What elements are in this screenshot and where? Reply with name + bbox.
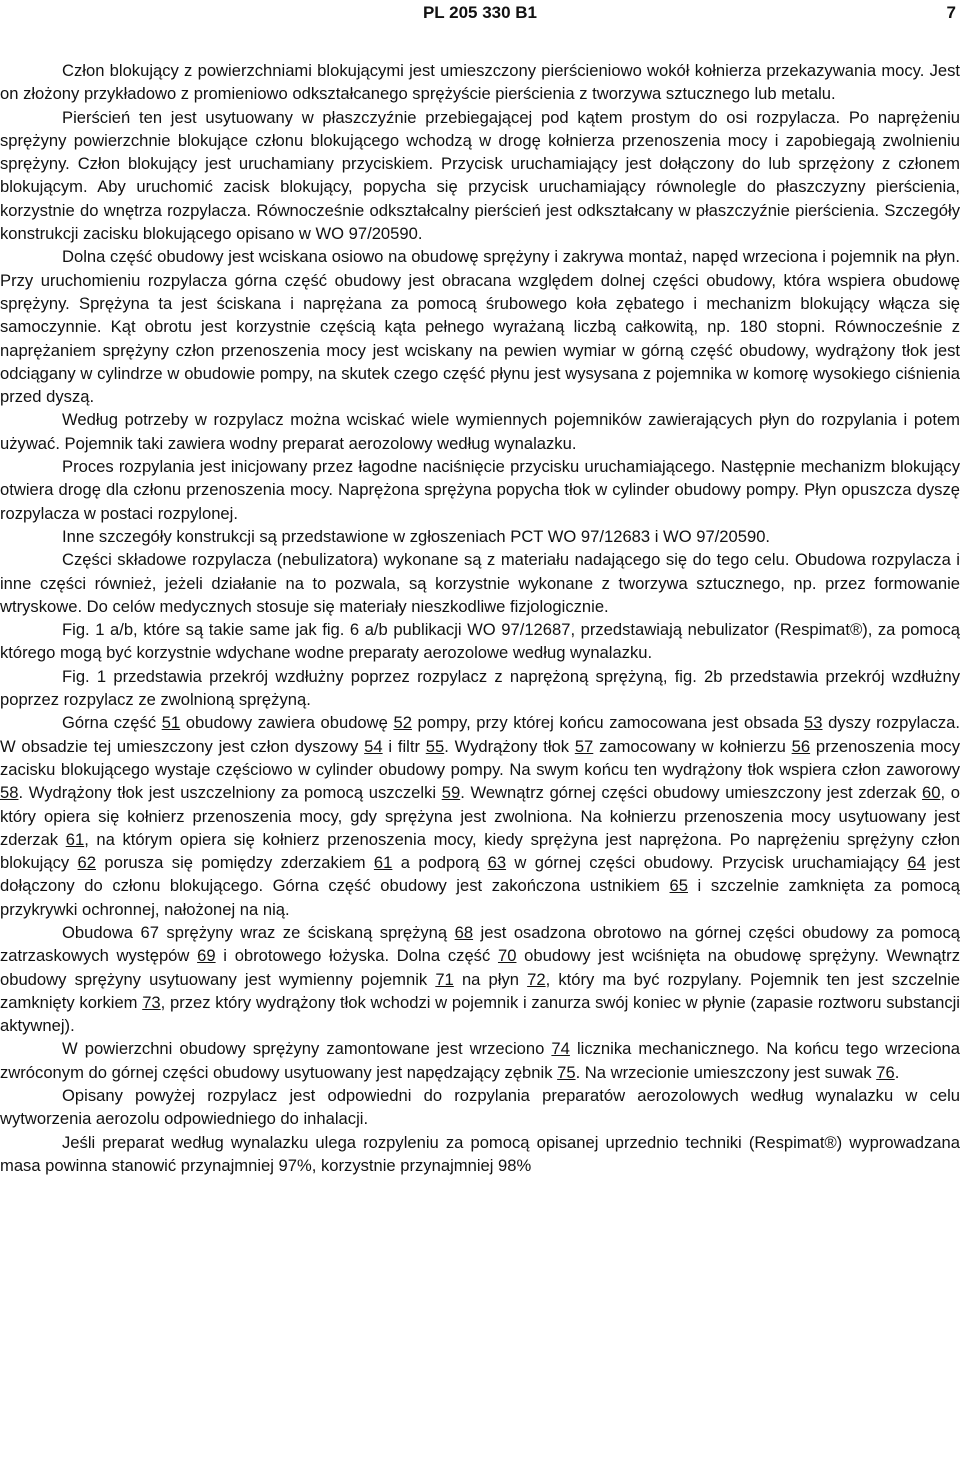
- text-run: Pierścień ten jest usytuowany w płaszczyźnie przebiegającej pod kątem prostym do osi rozpylacza. Po naprężeniu sprężyny powierzchnie blokujące członu blokującego wchodzą w drogę kołnierza przenoszenia mocy i zapobiegają zwolnieniu sprężyny. Człon blokujący jest uruchamiany przyciskiem. Przycisk uruchamiający jest dołączony do lub sprzężony z członem blokującym. Aby uruchomić zacisk blokujący, popycha się przycisk uruchamiający równolegle do płaszczyzny pierścienia, korzystnie do wnętrza rozpylacza. Równocześnie odkształcalny pierścień jest odkształcany w płaszczyźnie pierścienia. Szczegóły konstrukcji zacisku blokującego opisano w WO 97/20590.: [0, 107, 960, 244]
- paragraph: [0, 548, 960, 618]
- text-run: Według potrzeby w rozpylacz można wciskać wiele wymiennych pojemników zawierających płyn do rozpylania i potem używać. Pojemnik taki zawiera wodny preparat aerozolowy według wynalazku.: [0, 410, 960, 453]
- reference-numeral: 72: [527, 969, 546, 989]
- paragraph: [0, 711, 960, 921]
- text-run: obudowy zawiera obudowę: [180, 713, 394, 733]
- paragraph: [0, 408, 960, 455]
- paragraph: [0, 455, 960, 525]
- text-run: Dolna część obudowy jest wciskana osiowo na obudowę sprężyny i zakrywa montaż, napęd wrzeciona i pojemnik na płyn. Przy uruchomieniu rozpylacza górna część obudowy jest obracana względem dolnej części obudowy, która wspiera obudowę sprężyny. Sprężyna ta jest ściskana i naprężana za pomocą śrubowego koła zębatego i mechanizm blokujący włącza się samoczynnie. Kąt obrotu jest korzystnie częścią kąta pełnego wyrażaną liczbą całkowitą, np. 180 stopni. Równocześnie z naprężaniem sprężyny człon przenoszenia mocy jest wciskany na pewien wymiar w górną część obudowy, wydrążony tłok jest odciągany w cylindrze w obudowie pompy, na skutek czego część płynu jest wysysana z pojemnika w komorę wysokiego ciśnienia przed dyszą.: [0, 247, 960, 407]
- paragraph: [0, 1131, 960, 1178]
- text-run: a podporą: [392, 853, 488, 873]
- reference-numeral: 69: [197, 946, 216, 966]
- text-run: .: [894, 1062, 900, 1082]
- reference-numeral: 68: [454, 922, 474, 942]
- text-run: obudowy jest wciśnięta na obudowę sprężyny. Wewnątrz obudowy sprężyny usytuowany jest wymienny pojemnik: [0, 946, 960, 989]
- reference-numeral: 62: [77, 853, 97, 873]
- text-run: zamocowany w kołnierzu: [593, 736, 792, 756]
- reference-numeral: 59: [441, 783, 461, 803]
- reference-numeral: 58: [0, 783, 19, 803]
- text-run: pompy, przy której końcu zamocowana jest obsada: [411, 713, 805, 733]
- text-run: porusza się pomiędzy zderzakiem: [96, 853, 374, 873]
- text-run: , który ma być rozpylany. Pojemnik ten jest szczelnie zamknięty korkiem: [0, 969, 960, 1012]
- reference-numeral: 64: [907, 853, 926, 873]
- document-body: [0, 59, 960, 1177]
- reference-numeral: 55: [425, 736, 445, 756]
- text-run: . Na wrzecionie umieszczony jest suwak: [575, 1062, 877, 1082]
- text-run: Proces rozpylania jest inicjowany przez łagodne naciśnięcie przycisku uruchamiającego. Następnie mechanizm blokujący otwiera drogę dla członu przenoszenia mocy. Naprężona sprężyna popycha tłok w cylinder obudowy pompy. Płyn opuszcza dyszę rozpylacza w postaci rozpylonej.: [0, 457, 960, 523]
- reference-numeral: 75: [557, 1062, 576, 1082]
- paragraph: [0, 245, 960, 408]
- text-run: na płyn: [453, 969, 528, 989]
- text-run: , na którym opiera się kołnierz przenoszenia mocy, kiedy sprężyna jest naprężona. Po naprężeniu sprężyny człon blokujący: [0, 829, 960, 873]
- text-run: Człon blokujący z powierzchniami blokującymi jest umieszczony pierścieniowo wokół kołnierza przekazywania mocy. Jest on złożony przykładowo z promieniowo odkształcanego sprężyście pierścienia z tworzywa sztucznego lub metalu.: [0, 61, 960, 104]
- text-run: Opisany powyżej rozpylacz jest odpowiedni do rozpylania preparatów aerozolowych według wynalazku w celu wytworzenia aerozolu odpowiedniego do inhalacji.: [0, 1086, 960, 1129]
- text-run: Fig. 1 przedstawia przekrój wzdłużny poprzez rozpylacz z naprężoną sprężyną, fig. 2b przedstawia przekrój wzdłużny poprzez rozpylacz ze zwolnioną sprężyną.: [0, 666, 960, 710]
- paragraph: [0, 525, 960, 548]
- paragraph: [0, 618, 960, 665]
- reference-numeral: 61: [65, 829, 85, 849]
- text-run: i obrotowego łożyska. Dolna część: [215, 946, 498, 966]
- text-run: . Wydrążony tłok: [444, 736, 575, 756]
- text-run: dyszy rozpylacza. W obsadzie tej umieszczony jest człon dyszowy: [0, 713, 960, 756]
- text-run: Części składowe rozpylacza (nebulizatora) wykonane są z materiału nadającego się do tego celu. Obudowa rozpylacza i inne części również, jeżeli działanie na to pozwala, są korzystnie wykonane z tworzywa sztucznego, np. przez formowanie wtryskowe. Do celów medycznych stosuje się materiały nieszkodliwe fizjologicznie.: [0, 550, 960, 616]
- reference-numeral: 71: [435, 969, 454, 989]
- reference-numeral: 54: [364, 736, 383, 756]
- reference-numeral: 52: [393, 713, 412, 733]
- reference-numeral: 73: [142, 992, 161, 1012]
- paragraph: [0, 665, 960, 712]
- text-run: Obudowa 67 sprężyny wraz ze ściskaną sprężyną: [62, 922, 455, 942]
- text-run: Górna część: [62, 713, 162, 733]
- reference-numeral: 76: [876, 1062, 895, 1082]
- patent-number: PL 205 330 B1: [422, 3, 538, 22]
- paragraph: [0, 106, 960, 246]
- reference-numeral: 61: [373, 853, 393, 873]
- text-run: . Wydrążony tłok jest uszczelniony za pomocą uszczelki: [18, 783, 442, 803]
- text-run: przenoszenia mocy zacisku blokującego wystaje częściowo w cylinder obudowy pompy. Na swym końcu ten wydrążony tłok wspiera człon zaworowy: [0, 736, 960, 779]
- reference-numeral: 53: [804, 713, 823, 733]
- reference-numeral: 57: [574, 736, 594, 756]
- paragraph: [0, 1037, 960, 1084]
- text-run: jest osadzona obrotowo na górnej części obudowy za pomocą zatrzaskowych występów: [0, 922, 960, 966]
- reference-numeral: 56: [791, 736, 811, 756]
- text-run: Inne szczegóły konstrukcji są przedstawione w zgłoszeniach PCT WO 97/12683 i WO 97/20590.: [62, 526, 771, 546]
- text-run: , o który opiera się kołnierz przenoszenia mocy, gdy sprężyna jest zwolniona. Na kołnierzu przenoszenia mocy usytuowany jest zderzak: [0, 783, 960, 849]
- text-run: Jeśli preparat według wynalazku ulega rozpyleniu za pomocą opisanej uprzednio techniki (Respimat®) wyprowadzana masa powinna stanowić przynajmniej 97%, korzystnie przynajmniej 98%: [0, 1132, 960, 1175]
- reference-numeral: 70: [497, 946, 517, 966]
- text-run: w górnej części obudowy. Przycisk uruchamiający: [506, 853, 908, 873]
- text-run: jest dołączony do członu blokującego. Górna część obudowy jest zakończona ustnikiem: [0, 853, 960, 896]
- paragraph: [0, 1084, 960, 1131]
- page-header: [0, 0, 960, 34]
- paragraph: [0, 921, 960, 1037]
- reference-numeral: 65: [669, 876, 688, 896]
- text-run: i filtr: [382, 736, 426, 756]
- text-run: Fig. 1 a/b, które są takie same jak fig. 6 a/b publikacji WO 97/12687, przedstawiają nebulizator (Respimat®), za pomocą którego mogą być korzystnie wdychane wodne preparaty aerozolowe według wynalazku.: [0, 620, 960, 663]
- reference-numeral: 74: [551, 1039, 570, 1059]
- page-number: 7: [946, 3, 956, 22]
- text-run: . Wewnątrz górnej części obudowy umieszczony jest zderzak: [460, 783, 923, 803]
- reference-numeral: 51: [161, 713, 181, 733]
- text-run: W powierzchni obudowy sprężyny zamontowane jest wrzeciono: [62, 1039, 552, 1059]
- text-run: i szczelnie zamknięta za pomocą przykrywki ochronnej, nałożonej na nią.: [0, 876, 960, 919]
- paragraph: [0, 59, 960, 106]
- text-run: licznika mechanicznego. Na końcu tego wrzeciona zwróconym do górnej części obudowy usytuowany jest napędzający zębnik: [0, 1039, 960, 1082]
- reference-numeral: 63: [487, 853, 507, 873]
- text-run: , przez który wydrążony tłok wchodzi w pojemnik i zanurza swój koniec w płynie (zapasie roztworu substancji aktywnej).: [0, 992, 960, 1036]
- reference-numeral: 60: [922, 783, 941, 803]
